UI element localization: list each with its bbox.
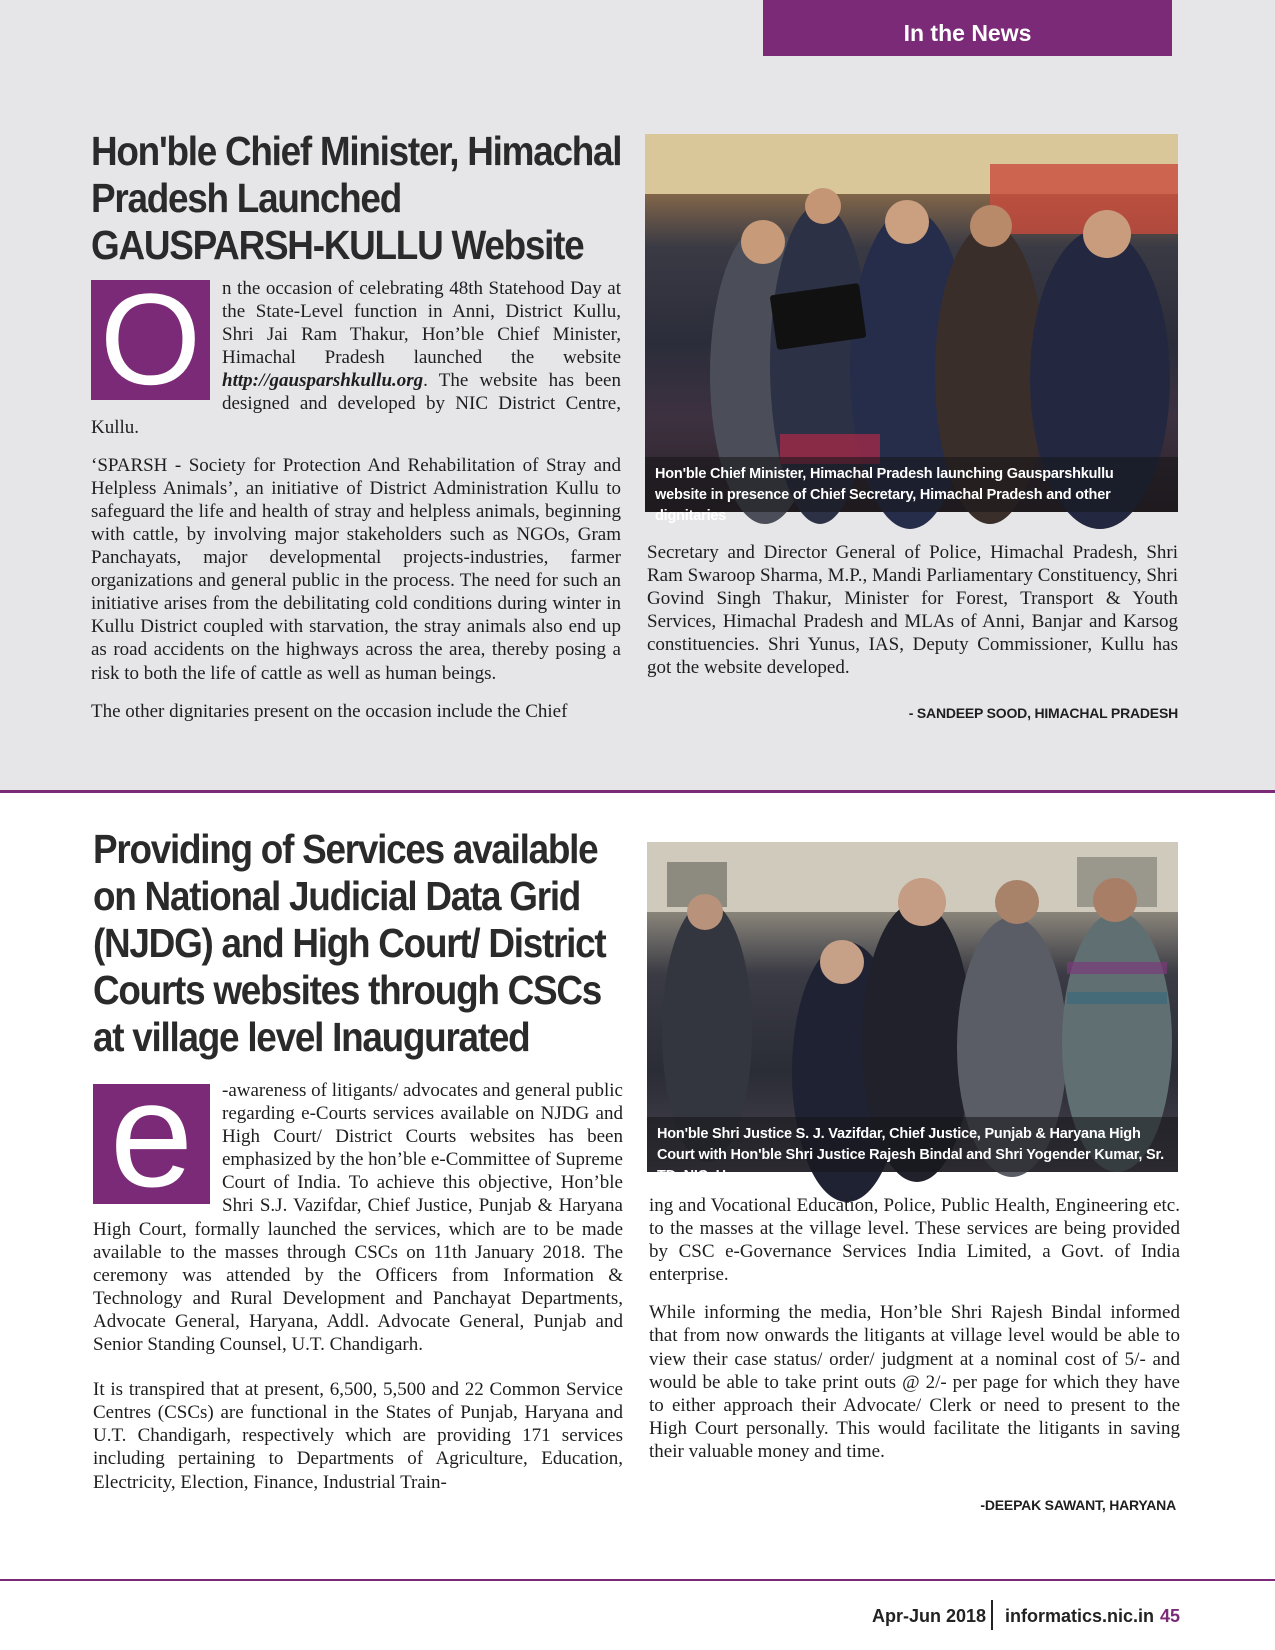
article1-photo-caption: Hon'ble Chief Minister, Himachal Pradesh launching Gausparshkullu website in presence of Chief Secretary, Himachal Pradesh and other dignitaries [645,457,1178,512]
footer-issue: Apr-Jun 2018 [871,1606,986,1626]
article1-headline: Hon'ble Chief Minister, Himachal Pradesh Launched GAUSPARSH-KULLU Website [91,128,622,268]
footer-rule [0,1579,1275,1581]
article1-paragraph-2: ‘SPARSH - Society for Protection And Rehabilitation of Stray and Helpless Animals’, an initiative of District Administration Kullu to safeguard the life and health of stray and helpless animals, beginning with cattle, by involving major stakeholders such as NGOs, Gram Panchayats, major developmental projects-industries, farmer organizations and general public in the process. The need for such an initiative arises from the debilitating cold conditions during winter in Kullu District coupled with starvation, the stray animals also end up as road accidents on the highways across the area, thereby posing a risk to both the life of cattle as well as human beings. [91,454,621,684]
article2-column-right [649,1194,1180,1463]
footer-site-wrapper [1005,1606,1180,1627]
article1-dropcap: O [91,280,210,400]
article2-paragraph-1: -awareness of litigants/ advocates and general public regarding e-Courts services available on NJDG and High Court/ District Courts websites has been emphasized by the hon’ble e-Committee of Supreme Court of India. To achieve this objective, Hon’ble Shri S.J. Vazifdar, Chief Justice, Punjab & Haryana High Court, formally launched the services, which are to be made available to the masses through CSCs on 11th January 2018. The ceremony was attended by the Officers from Information & Technology and Rural Development and Panchayat Departments, Advocate General, Haryana, Addl. Advocate General, Punjab and Senior Standing Counsel, U.T. Chandigarh. [93,1080,623,1356]
article1-paragraph-1-end: . The website has been designed and developed by NIC District Centre, Kullu. [91,370,621,438]
article1-column-right [647,541,1178,680]
article1-photo-scene [645,134,1178,512]
section-tab: In the News [763,0,1172,56]
article1-photo [645,134,1178,524]
article2-dropcap: e [93,1084,210,1204]
article1-paragraph-3: The other dignitaries present on the occasion include the Chief [91,700,568,722]
article2-photo [647,842,1178,1184]
footer-separator [991,1600,993,1630]
article2-paragraph-3: ing and Vocational Education, Police, Public Health, Engineering etc. to the masses at the village level. These services are being provided by CSC e-Governance Services India Limited, a Govt. of India enterprise. [649,1195,1180,1286]
article2-paragraph-4: While informing the media, Hon’ble Shri Rajesh Bindal informed that from now onwards the litigants at village level would be able to view their case status/ order/ judgment at a nominal cost of 5/- and would be able to take print outs @ 2/- per page for which they have to either approach their Advocate/ Clerk or need to present to the High Court personally. This would facilitate the litigants in saving their valuable money and time. [649,1302,1180,1462]
article2-credit: -DEEPAK SAWANT, HARYANA [980,1497,1176,1513]
article1-paragraph-4: Secretary and Director General of Police, Himachal Pradesh, Shri Ram Swaroop Sharma, M.P., Mandi Parliamentary Constituency, Shri Govind Singh Thakur, Minister for Forest, Transport & Youth Services, Himachal Pradesh and MLAs of Anni, Banjar and Karsog constituencies. Shri Yunus, IAS, Deputy Commissioner, Kullu has got the website developed. [647,542,1178,679]
article1-credit: - SANDEEP SOOD, HIMACHAL PRADESH [908,705,1178,721]
page-footer [800,1600,1180,1632]
article1-website-link[interactable]: http://gausparshkullu.org [222,370,424,392]
footer-site[interactable]: informatics.nic.in [1005,1606,1155,1626]
article2-column-left [93,1050,623,1494]
page-number: 45 [1160,1606,1181,1626]
section-divider [0,790,1275,793]
article1-paragraph-1-text: n the occasion of celebrating 48th Statehood Day at the State-Level function in Anni, District Kullu, Shri Jai Ram Thakur, Hon’ble Chief Minister, Himachal Pradesh launched the website [222,278,621,369]
article2-headline: Providing of Services available on National Judicial Data Grid (NJDG) and High Court/ District Courts websites through CSCs at village level Inaugurated [93,826,606,1060]
article1-column-left [91,266,621,723]
article2-paragraph-2: It is transpired that at present, 6,500, 5,500 and 22 Common Service Centres (CSCs) are functional in the States of Punjab, Haryana and U.T. Chandigarh, respectively which are providing 171 services including pertaining to Departments of Agriculture, Education, Electricity, Election, Finance, Industrial Train- [93,1379,623,1493]
article2-photo-caption: Hon'ble Shri Justice S. J. Vazifdar, Chief Justice, Punjab & Haryana High Court with Hon'ble Shri Justice Rajesh Bindal and Shri Yogender Kumar, Sr. TD, NIC, Haryana [647,1117,1178,1172]
